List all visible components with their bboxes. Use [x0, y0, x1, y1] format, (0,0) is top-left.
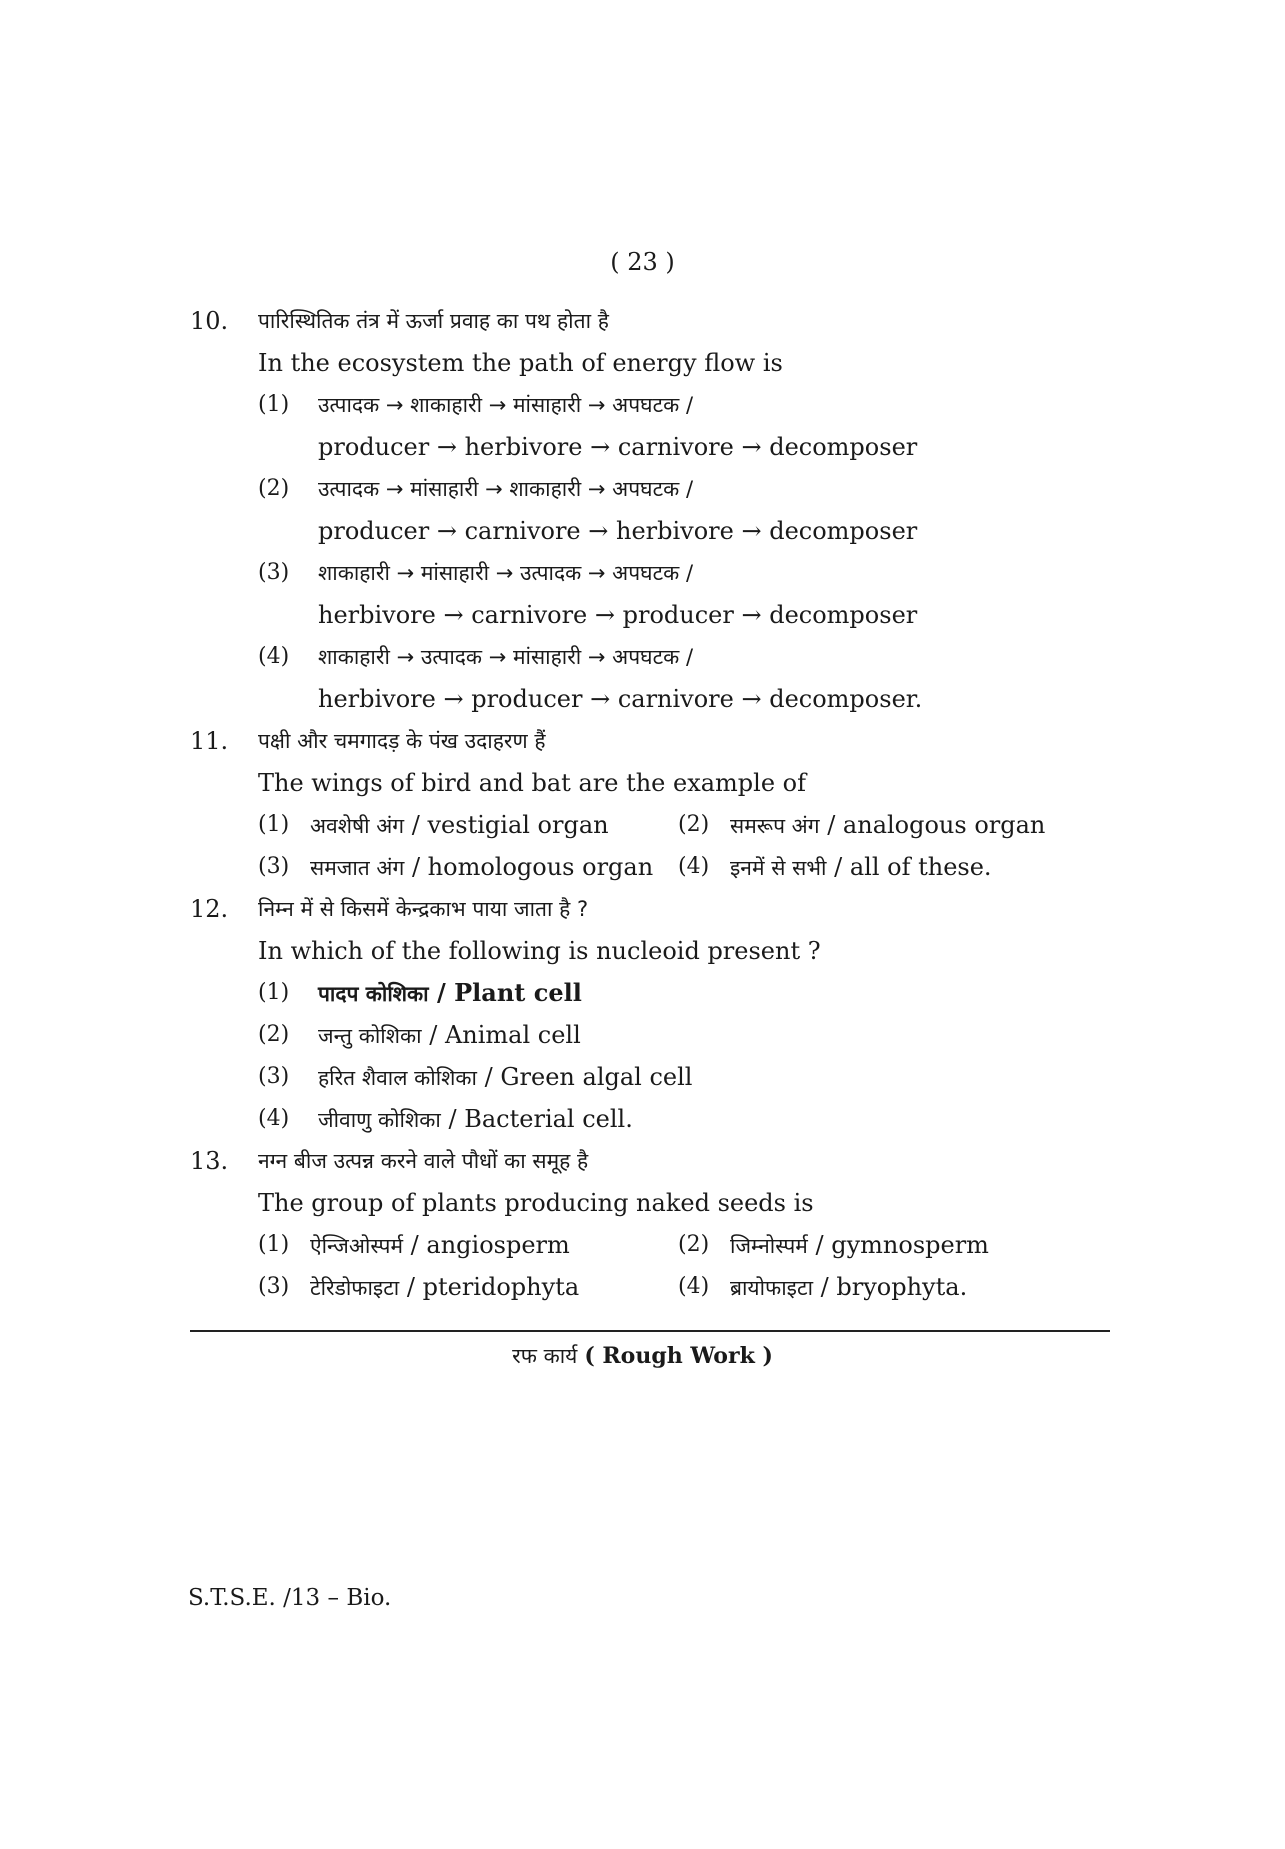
option-text-english: all of these.: [849, 853, 992, 881]
option-3: [258, 1056, 1120, 1098]
option-number: (1): [258, 980, 290, 1005]
option-text-english: Green algal cell: [500, 1063, 693, 1091]
option-number: (1): [258, 392, 290, 417]
option-text-english: vestigial organ: [427, 811, 609, 839]
option-text-english: bryophyta.: [836, 1273, 968, 1301]
option-1: [258, 1224, 678, 1266]
option-number: (2): [678, 1232, 710, 1257]
option-number: (2): [258, 476, 290, 501]
rough-work-english: ( Rough Work ): [584, 1343, 773, 1369]
option-grid: [258, 804, 1120, 888]
option-separator: /: [406, 1273, 415, 1301]
option-number: (3): [258, 1274, 290, 1299]
option-1: [258, 804, 678, 846]
footer-code: S.T.S.E. /13 – Bio.: [188, 1585, 392, 1611]
option-4: [678, 846, 1148, 888]
option-grid: [258, 1224, 1120, 1308]
option-text-hindi: अवशेषी अंग: [310, 814, 405, 838]
option-text-english: angiosperm: [426, 1231, 570, 1259]
option-4: [258, 1098, 1120, 1140]
option-text-english: gymnosperm: [831, 1231, 989, 1259]
option-2: [678, 1224, 1148, 1266]
option-separator: /: [448, 1105, 457, 1133]
option-text-english: producer → herbivore → carnivore → decomposer: [318, 433, 918, 461]
question-13: [190, 1140, 1120, 1308]
option-separator: /: [410, 1231, 419, 1259]
option-separator: /: [484, 1063, 493, 1091]
question-text-english: In the ecosystem the path of energy flow is: [258, 349, 783, 377]
option-text-english: analogous organ: [842, 811, 1046, 839]
question-list: [190, 300, 1120, 1308]
option-3: [258, 552, 1120, 636]
option-separator: /: [820, 1273, 829, 1301]
question-number: 11.: [190, 727, 229, 755]
option-text-english: Animal cell: [444, 1021, 581, 1049]
option-text-hindi: समरूप अंग: [730, 814, 820, 838]
question-text-hindi: निम्न में से किसमें केन्द्रकाभ पाया जाता है ?: [258, 897, 589, 921]
option-1: [258, 384, 1120, 468]
page-number: ( 23 ): [610, 248, 675, 276]
option-text-hindi: हरित शैवाल कोशिका: [318, 1066, 477, 1090]
option-3: [258, 1266, 678, 1308]
option-number: (4): [258, 1106, 290, 1131]
option-number: (3): [258, 854, 290, 879]
option-separator: /: [429, 1021, 438, 1049]
option-2: [258, 1014, 1120, 1056]
option-2: [678, 804, 1148, 846]
question-text-english: The wings of bird and bat are the example of: [258, 769, 807, 797]
section-divider: [190, 1330, 1110, 1332]
option-separator: /: [834, 853, 843, 881]
option-separator: /: [436, 978, 446, 1007]
option-number: (4): [678, 854, 710, 879]
option-number: (4): [258, 644, 290, 669]
option-text-hindi: पादप कोशिका: [318, 982, 429, 1006]
option-text-english: producer → carnivore → herbivore → decomposer: [318, 517, 918, 545]
question-number: 12.: [190, 895, 229, 923]
rough-work-heading: [0, 1336, 1285, 1376]
option-number: (2): [678, 812, 710, 837]
question-text-hindi: पक्षी और चमगादड़ के पंख उदाहरण हैं: [258, 729, 546, 753]
question-text-english: The group of plants producing naked seeds is: [258, 1189, 814, 1217]
option-2: [258, 468, 1120, 552]
option-text-english: Bacterial cell.: [464, 1105, 633, 1133]
option-text-hindi: समजात अंग: [310, 856, 405, 880]
option-text-hindi: टेरिडोफाइटा: [310, 1276, 400, 1300]
rough-work-hindi: रफ कार्य: [512, 1344, 578, 1368]
question-number: 13.: [190, 1147, 229, 1175]
question-number: 10.: [190, 307, 229, 335]
question-text-hindi: पारिस्थितिक तंत्र में ऊर्जा प्रवाह का पथ होता है: [258, 309, 609, 333]
option-separator: /: [815, 1231, 824, 1259]
option-text-english: herbivore → producer → carnivore → decomposer.: [318, 685, 923, 713]
option-text-english: pteridophyta: [422, 1273, 580, 1301]
option-text-english: Plant cell: [454, 978, 582, 1007]
option-number: (3): [258, 560, 290, 585]
option-separator: /: [411, 853, 421, 881]
option-separator: /: [411, 811, 420, 839]
option-text-hindi: शाकाहारी → उत्पादक → मांसाहारी → अपघटक /: [318, 645, 694, 669]
option-number: (1): [258, 1232, 290, 1257]
option-text-english: homologous organ: [427, 853, 654, 881]
option-1: [258, 972, 1120, 1014]
question-text-hindi: नग्न बीज उत्पन्न करने वाले पौधों का समूह है: [258, 1149, 589, 1173]
option-text-hindi: इनमें से सभी: [730, 856, 827, 880]
option-number: (2): [258, 1022, 290, 1047]
option-text-hindi: जन्तु कोशिका: [318, 1024, 422, 1048]
option-text-hindi: ब्रायोफाइटा: [730, 1276, 814, 1300]
option-number: (1): [258, 812, 290, 837]
option-text-hindi: ऐन्जिओस्पर्म: [310, 1234, 404, 1258]
question-12: [190, 888, 1120, 1140]
question-text-english: In which of the following is nucleoid present ?: [258, 937, 821, 965]
option-number: (3): [258, 1064, 290, 1089]
option-number: (4): [678, 1274, 710, 1299]
option-text-hindi: जिम्नोस्पर्म: [730, 1234, 808, 1258]
option-3: [258, 846, 678, 888]
option-separator: /: [827, 811, 836, 839]
option-text-english: herbivore → carnivore → producer → decomposer: [318, 601, 918, 629]
option-text-hindi: जीवाणु कोशिका: [318, 1108, 441, 1132]
option-text-hindi: उत्पादक → शाकाहारी → मांसाहारी → अपघटक /: [318, 393, 694, 417]
option-4: [258, 636, 1120, 720]
question-10: [190, 300, 1120, 720]
option-text-hindi: उत्पादक → मांसाहारी → शाकाहारी → अपघटक /: [318, 477, 694, 501]
question-11: [190, 720, 1120, 888]
option-text-hindi: शाकाहारी → मांसाहारी → उत्पादक → अपघटक /: [318, 561, 694, 585]
option-4: [678, 1266, 1148, 1308]
